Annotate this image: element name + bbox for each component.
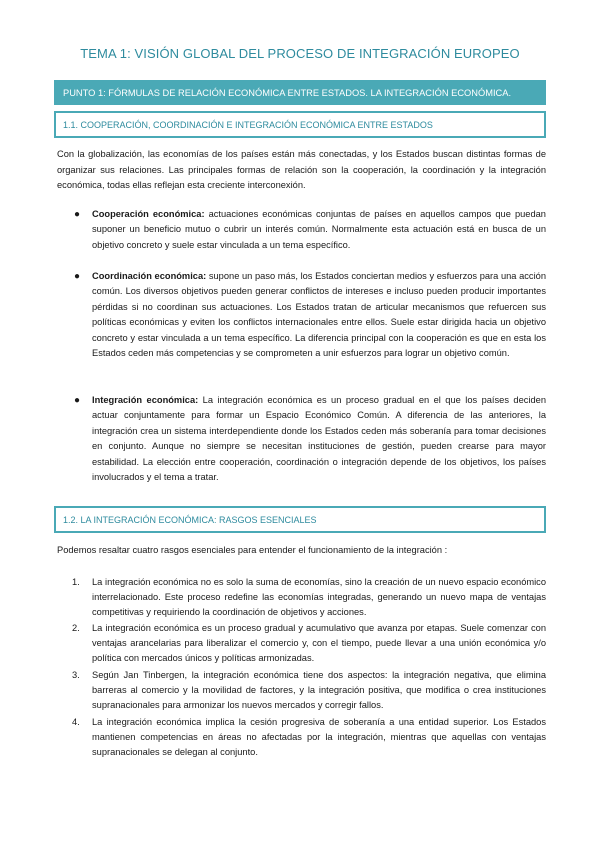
bullet-term: Integración económica:: [92, 395, 199, 405]
document-title: TEMA 1: VISIÓN GLOBAL DEL PROCESO DE INTEGRACIÓN EUROPEO: [80, 46, 520, 61]
bullet-integracion: [74, 393, 546, 485]
item-text: Según Jan Tinbergen, la integración económica tiene dos aspectos: la integración negativa, que elimina barreras al comercio y la movilidad de factores, y la integración positiva, que modifica o crea instituciones supranacionales para armonizar los nuevos mercados y corregir fallos.: [92, 670, 546, 711]
bullet-text: supone un paso más, los Estados conciertan medios y esfuerzos para una acción común. Los diversos objetivos pueden generar conflictos de intereses e incluso pueden producir importantes pérdidas si no coordinan sus actuaciones. Los Estados tratan de articular mecanismos que refuercen sus políticas económicas y eviten los conflictos internacionales entre ellos. Suele estar dirigida hacia un objetivo concreto y estar vinculada a un tema específico. La diferencia principal con la cooperación es que en esta los Estados ceden más competencias y se comprometen a unir esfuerzos para lograr un objetivo común.: [92, 271, 546, 359]
subsection-heading-1-1: 1.1. COOPERACIÓN, COORDINACIÓN E INTEGRACIÓN ECONÓMICA ENTRE ESTADOS: [54, 111, 546, 138]
item-text: La integración económica implica la cesión progresiva de soberanía a una entidad superior. Los Estados mantienen competencias en áreas no afectadas por la integración, mientras que aquellas con ventajas supranacionales se delegan al conjunto.: [92, 717, 546, 758]
item-text: La integración económica no es solo la suma de economías, sino la creación de un nuevo espacio económico interrelacionado. Este proceso redefine las economías integradas, generando un nuevo mapa de ventajas competitivas y requiriendo la coordinación de objetivos y acciones.: [92, 577, 546, 618]
item-number: 1.: [72, 577, 80, 587]
item-number: 2.: [72, 623, 80, 633]
intro-paragraph-1-1: Con la globalización, las economías de los países están más conectadas, y los Estados buscan distintas formas de organizar sus relaciones. Las principales formas de relación son la cooperación, la coordinación y la integración económica, todas ellas reflejan esta creciente interconexión.: [57, 149, 546, 190]
subsection-heading-1-2: 1.2. LA INTEGRACIÓN ECONÓMICA: RASGOS ESENCIALES: [54, 506, 546, 533]
bullet-coordinacion: [74, 269, 546, 361]
bullet-dot: ●: [74, 209, 81, 220]
numbered-item-2: [72, 621, 546, 667]
bullet-term: Coordinación económica:: [92, 271, 207, 281]
numbered-item-1: [72, 575, 546, 621]
item-number: 4.: [72, 717, 80, 727]
intro-paragraph-1-2: Podemos resaltar cuatro rasgos esenciales para entender el funcionamiento de la integración :: [57, 545, 448, 555]
bullet-text: La integración económica es un proceso gradual en el que los países deciden actuar conjuntamente para formar un Espacio Económico Común. A diferencia de las anteriores, la integración crea un sistema interdependiente donde los Estados ceden más soberanía para tomar decisiones en conjunto. Aunque no siempre se necesitan instituciones de gestión, pueden crearse para mayor estabilidad. La elección entre cooperación, coordinación o integración depende de los objetivos, los países involucrados y el tema a tratar.: [92, 395, 546, 483]
numbered-item-3: [72, 668, 546, 714]
bullet-text: actuaciones económicas conjuntas de países en aquellos campos que puedan suponer un beneficio mutuo o cubrir un interés común. Normalmente esta actuación está en busca de un objetivo concreto y suele estar vinculada a un tema específico.: [92, 209, 546, 250]
bullet-dot: ●: [74, 395, 81, 406]
numbered-item-4: [72, 715, 546, 761]
bullet-cooperacion: [74, 207, 546, 253]
section-banner: PUNTO 1: FÓRMULAS DE RELACIÓN ECONÓMICA ENTRE ESTADOS. LA INTEGRACIÓN ECONÓMICA.: [54, 80, 546, 105]
item-number: 3.: [72, 670, 80, 680]
item-text: La integración económica es un proceso gradual y acumulativo que avanza por etapas. Suele comenzar con ventajas arancelarias para liberalizar el comercio y, con el tiempo, puede llevar a una unión económica y/o política con mercados únicos y políticas armonizadas.: [92, 623, 546, 664]
bullet-dot: ●: [74, 271, 81, 282]
bullet-term: Cooperación económica:: [92, 209, 205, 219]
